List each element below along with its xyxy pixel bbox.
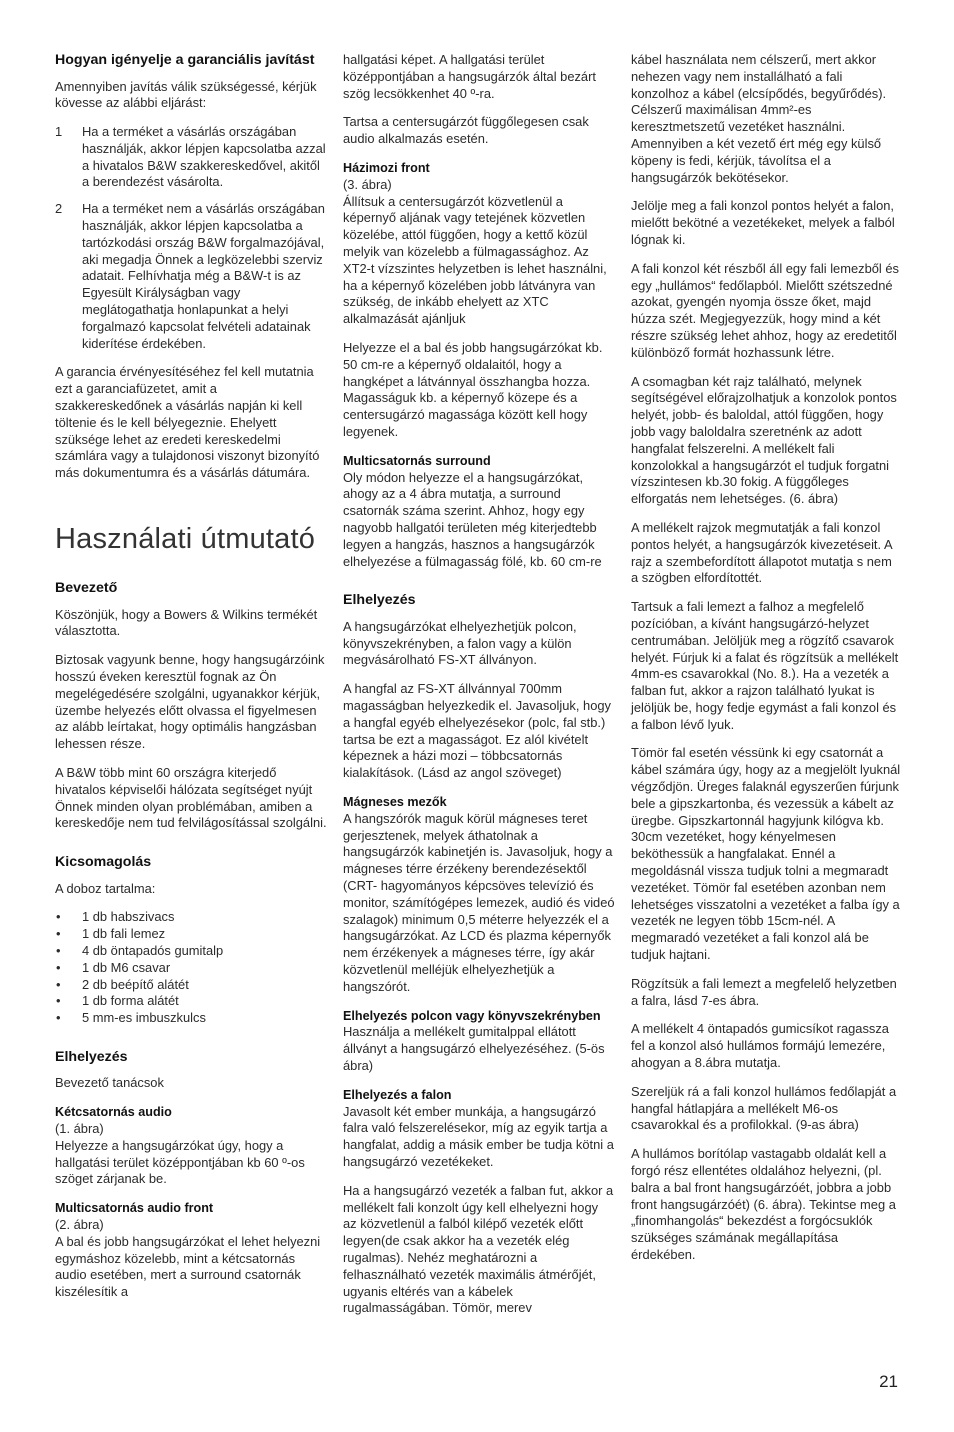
unpacking-heading: Kicsomagolás xyxy=(55,854,152,871)
paragraph: Tartsuk a fali lemezt a falhoz a megfelelő pozícióban, a kívánt hangsugárzó-helyzet centrumában. Jelöljük meg a rögzítő csavarok helyét. Fúrjuk ki a falat és rögzítsük a mellékelt 4mm-es csavarokkal (No. 8.). Ha a vezeték a falban fut, akkor a rajzon található lyukat is jelöljük be, hogy fedje egymást a fali konzol és a falbon lévő lyuk. xyxy=(631,599,899,732)
paragraph: Rögzítsük a fali lemezt a megfelelő helyzetben a falra, lásd 7-es ábra. xyxy=(631,975,897,1008)
paragraph: kábel használata nem célszerű, mert akkor nehezen vagy nem installálható a fali konzolhoz a kábel (elcsípődés, begyűrődés). Célszerű maximálisan 4mm²-es keresztmetszetű vezetéket használni. Amennyiben a két vezető ért még egy külső köpeny is fedi, kérjük, távolítsa el a hangsugárzók bekötésekor. xyxy=(631,52,887,185)
placement-intro: Bevezető tanácsok xyxy=(55,1075,164,1091)
surround-heading: Multicsatornás surround xyxy=(343,453,491,468)
wall-placement-text: Javasolt két ember munkája, a hangsugárzó falra való felszerelésekor, míg az egyik tartja a hangfalat, addig a másik ember be tudja kötni a hangsugárzó vezetékeket. xyxy=(343,1103,614,1169)
multichannel-front-text: A bal és jobb hangsugárzókat el lehet helyezni egymáshoz közelebb, mint a kétcsatornás audio esetében, mert a surround csatornák kiszélesítik a xyxy=(55,1233,321,1300)
surround-text: Oly módon helyezze el a hangsugárzókat, ahogy az a 4 ábra mutatja, a surround csatornák száma szerint. Ahhoz, hogy egy nagyobb hallgatói területen még kiterjedtebb legyen a hangzás, hasznos a hangsugárzók elhelyezése a fülmagasság fölé, kb. 60 cm-re xyxy=(343,469,602,569)
paragraph: Tartsa a centersugárzót függőlegesen csak audio alkalmazás esetén. xyxy=(343,114,589,147)
paragraph: Ha a hangsugárzó vezeték a falban fut, akkor a mellékelt fali konzolt úgy kell elhelyezni hogy az közvetlenül a falból kilépő vezeték előtt legyen(de csak akkor ha a vezeték elég rugalmas). Nehéz meghatározni a felhasználható vezeték maximális átmérőjét, ugyanis eltérés van a kábelek rugalmasságában. Tömör, merev xyxy=(343,1182,614,1316)
bullet: • xyxy=(56,959,61,975)
manual-title: Használati útmutató xyxy=(55,523,316,556)
warranty-steps xyxy=(55,124,327,352)
shelf-placement-text: Használja a mellékelt gumitalppal ellátott állványt a hangsugárzó elhelyezéséhez. (5-ös ábra) xyxy=(343,1024,605,1073)
unpacking-intro: A doboz tartalma: xyxy=(55,880,156,896)
paragraph: A mellékelt 4 öntapadós gumicsíkot ragassza fel a konzol alsó hullámos formájú lemezére, ahogyan a 8.ábra mutatja. xyxy=(631,1021,889,1071)
multichannel-front-heading: Multicsatornás audio front xyxy=(55,1201,214,1216)
item-text: 5 mm-es imbuszkulcs xyxy=(82,1010,206,1026)
item-text: 1 db fali lemez xyxy=(82,926,166,942)
paragraph: Tömör fal esetén véssünk ki egy csatornát a kábel számára úgy, hogy az a megjelölt lyuknál végződjön. Üreges falaknál egyszerűen fúrjunk bele a gipszkartonba, és vezessük a kábelt az üregbe. Gipszkartonnál hagyjunk kilógva kb. 30cm vezetéket, hogy kényelmesen beköthessük a hangfalakat. Ennél a megoldásnál vissza tudjuk tolni a megmaradt vezetéket. Tömör fal esetében azonban nem lehetséges visszatolni a vezetéket a falba így a vezeték ne legyen több 15cm-nél. A megmaradó vezetéket a fali konzol alá be tudjuk hajtani. xyxy=(631,745,901,963)
bullet: • xyxy=(56,909,61,925)
list-item xyxy=(55,1010,327,1027)
paragraph: Jelölje meg a fali konzol pontos helyét a falon, mielőtt bekötné a vezetékeket, melyek a falból lógnak ki. xyxy=(631,198,895,247)
bullet: • xyxy=(56,976,61,992)
step-text: Ha a terméket nem a vásárlás országában használják, akkor lépjen kapcsolatba a tartózkodási ország B&W forgalmazójával, aki megadja Önnek a legközelebbi szerviz adatait. Felhívhatja még a B&W-t is az Egyesült Királyságban vagy meglátogathatja honlapunkat a helyi forgalmazó kapcsolat felvételi adatainak kiderítése érdekében. xyxy=(82,201,325,351)
item-text: 1 db M6 csavar xyxy=(82,959,171,975)
bullet: • xyxy=(56,1010,61,1026)
list-item xyxy=(55,977,327,994)
paragraph: A hangsugárzókat elhelyezhetjük polcon, könyvszekrényben, a falon vagy a külön megvásárolható FS-XT állványon. xyxy=(343,618,577,668)
figure-ref: (3. ábra) xyxy=(343,176,392,192)
paragraph: Szereljük rá a fali konzol hullámos fedőlapját a hangfal hátlapjára a mellékelt M6-os csavarokkal és a profilokkal. (9-as ábra) xyxy=(631,1083,897,1133)
list-item xyxy=(55,943,327,960)
two-channel-heading: Kétcsatornás audio xyxy=(55,1105,172,1120)
item-text: 2 db beépítő alátét xyxy=(82,976,189,992)
warranty-step xyxy=(55,201,327,352)
warranty-step xyxy=(55,124,327,191)
item-text: 1 db habszivacs xyxy=(82,909,175,925)
intro-paragraph: Biztosak vagyunk benne, hogy hangsugárzóink hosszú éveken keresztül fognak az Ön megelégedésére szolgálni, ugyanakkor kérjük, üzembe helyezés előtt olvassa el figyelmesen az alább leírtakat, hogy optimális hangzásban lehessen része. xyxy=(55,652,325,752)
two-channel-text: Helyezze a hangsugárzókat úgy, hogy a hallgatási terület középpontjában kb 60 º-os szöget zárjanak be. xyxy=(55,1137,305,1187)
magnetic-fields-text: A hangszórók maguk körül mágneses teret gerjesztenek, melyek áthatolnak a hangsugárzók kabinetjén is. Javasoljuk, hogy a mágneses térre érzékeny berendezésektől (CRT- hagyományos képcsöves televízió és monitor, számítógépes lemezek, audió és videó szalagok) minimum 0,5 méterre helyezzék el a hangsugárzókat. Az LCD és plazma képernyők nem érzékenyek a mágneses térre, így akár közvetlenül melléjük elhelyezhetjük a hangszórót. xyxy=(343,810,615,994)
column-2 xyxy=(343,52,615,1329)
bullet: • xyxy=(56,926,61,942)
paragraph: hallgatási képet. A hallgatási terület középpontjában a hangsugárzók által bezárt szög lecsökkenhet 40 º-ra. xyxy=(343,52,596,101)
home-cinema-text: Állítsuk a centersugárzót közvetlenül a képernyő aljának vagy tetejének közvetlen közelébe, attól függően, hogy a kettő közül melyik van közelebb a fülmagassághoz. Az XT2-t vízszintes helyzetben is lehet használni, ha a képernyő közelében jobb látványra van szükség, de inkább ehelyett az XTC alkalmazását ajánljuk xyxy=(343,193,607,327)
package-contents-list xyxy=(55,909,327,1027)
bullet: • xyxy=(56,942,61,958)
home-cinema-heading: Házimozi front xyxy=(343,160,430,175)
paragraph: A hullámos borítólap vastagabb oldalát kell a forgó rész ellentétes oldalához helyezni, (pl. balra a bal front hangsugárzóét, jobbra a jobb front hangsugárzóét) (6. ábra). Tekintse meg a „finomhangolás“ bekezdést a forgócsuklók szükséges számának megállapítása érdekében. xyxy=(631,1146,896,1262)
intro-paragraph: A B&W több mint 60 országra kiterjedő hivatalos képviselői hálózata segítséget nyújt Önnek minden olyan problémában, amiben a kereskedője nem tud felvilágosítással szolgálni. xyxy=(55,764,327,831)
step-number: 2 xyxy=(55,201,63,217)
figure-ref: (2. ábra) xyxy=(55,1217,104,1233)
paragraph: A mellékelt rajzok megmutatják a fali konzol pontos helyét, a hangsugárzók kivezetéseit. A rajz a szembefordított állapotot mutatja s nem a szögben elfordítottét. xyxy=(631,519,892,586)
intro-paragraph: Köszönjük, hogy a Bowers & Wilkins termékét választotta. xyxy=(55,606,318,639)
item-text: 4 db öntapadós gumitalp xyxy=(82,942,224,958)
paragraph: Helyezze el a bal és jobb hangsugárzókat kb. 50 cm-re a képernyő oldalaitól, hogy a hangképet a látvánnyal összhangba hozza. Magasságuk kb. a képernyő közepe és a centersugárzó magassága között kell hogy legyenek. xyxy=(343,339,603,439)
paragraph: A fali konzol két részből áll egy fali lemezből és egy „hullámos“ fedőlapból. Mielőtt szétszedné azokat, gyengén nyomja össze őket, majd húzza szét. Megjegyezzük, hogy mind a két részre szükség lehet ahhoz, hogy az eredetitől különböző formát hozhassunk létre. xyxy=(631,260,899,360)
step-text: Ha a terméket a vásárlás országában használják, akkor lépjen kapcsolatba azzal a hivatalos B&W szakkereskedővel, akitől a berendezést vásárolta. xyxy=(82,124,326,190)
warranty-heading: Hogyan igényelje a garanciális javítást xyxy=(55,52,315,68)
figure-ref: (1. ábra) xyxy=(55,1121,104,1137)
paragraph: A hangfal az FS-XT állvánnyal 700mm magasságban helyezkedik el. Javasoljuk, hogy a hangfal egyéb elhelyezésekor (polc, fal stb.) tartsa be ezt a magasságot. Ez alól kivételt képeznek a házi mozi – többcsatornás kialakítások. (Lásd az angol szöveget) xyxy=(343,681,611,781)
step-number: 1 xyxy=(55,124,63,140)
list-item xyxy=(55,960,327,977)
list-item xyxy=(55,926,327,943)
column-1 xyxy=(55,52,327,1313)
page-number: 21 xyxy=(879,1372,898,1391)
warranty-note: A garancia érvényesítéséhez fel kell mutatnia ezt a garanciafüzetet, amit a szakkereskedőnek a vásárlás napján ki kell töltenie és le kell bélyegeznie. Ehelyett szüksége lehet az eredeti kereskedelmi számlára vagy a tulajdonosi viszonyt bizonyító más dokumentumra és a vásárlás dátumára. xyxy=(55,364,320,481)
shelf-placement-heading: Elhelyezés polcon vagy könyvszekrényben xyxy=(343,1008,601,1023)
warranty-intro: Amennyiben javítás válik szükségessé, kérjük kövesse az alábbi eljárást: xyxy=(55,78,317,111)
column-3 xyxy=(631,52,901,1276)
placement-heading: Elhelyezés xyxy=(343,592,416,609)
item-text: 1 db forma alátét xyxy=(82,993,179,1009)
placement-heading: Elhelyezés xyxy=(55,1048,128,1065)
list-item xyxy=(55,993,327,1010)
intro-heading: Bevezető xyxy=(55,580,118,597)
wall-placement-heading: Elhelyezés a falon xyxy=(343,1087,452,1102)
bullet: • xyxy=(56,993,61,1009)
paragraph: A csomagban két rajz található, melynek segítségével előrajzolhatjuk a konzolok pontos helyét, jobb- és baloldal, attól függően, hogy jobb vagy baloldalra szeretnénk az adott hangfalat felszerelni. A mellékelt fali konzolokkal a hangsugárzót el tudjuk forgatni vízszintesen kb.30 fokig. A függőleges elforgatás nem lehetséges. (6. ábra) xyxy=(631,373,897,507)
magnetic-fields-heading: Mágneses mezők xyxy=(343,794,447,809)
list-item xyxy=(55,909,327,926)
